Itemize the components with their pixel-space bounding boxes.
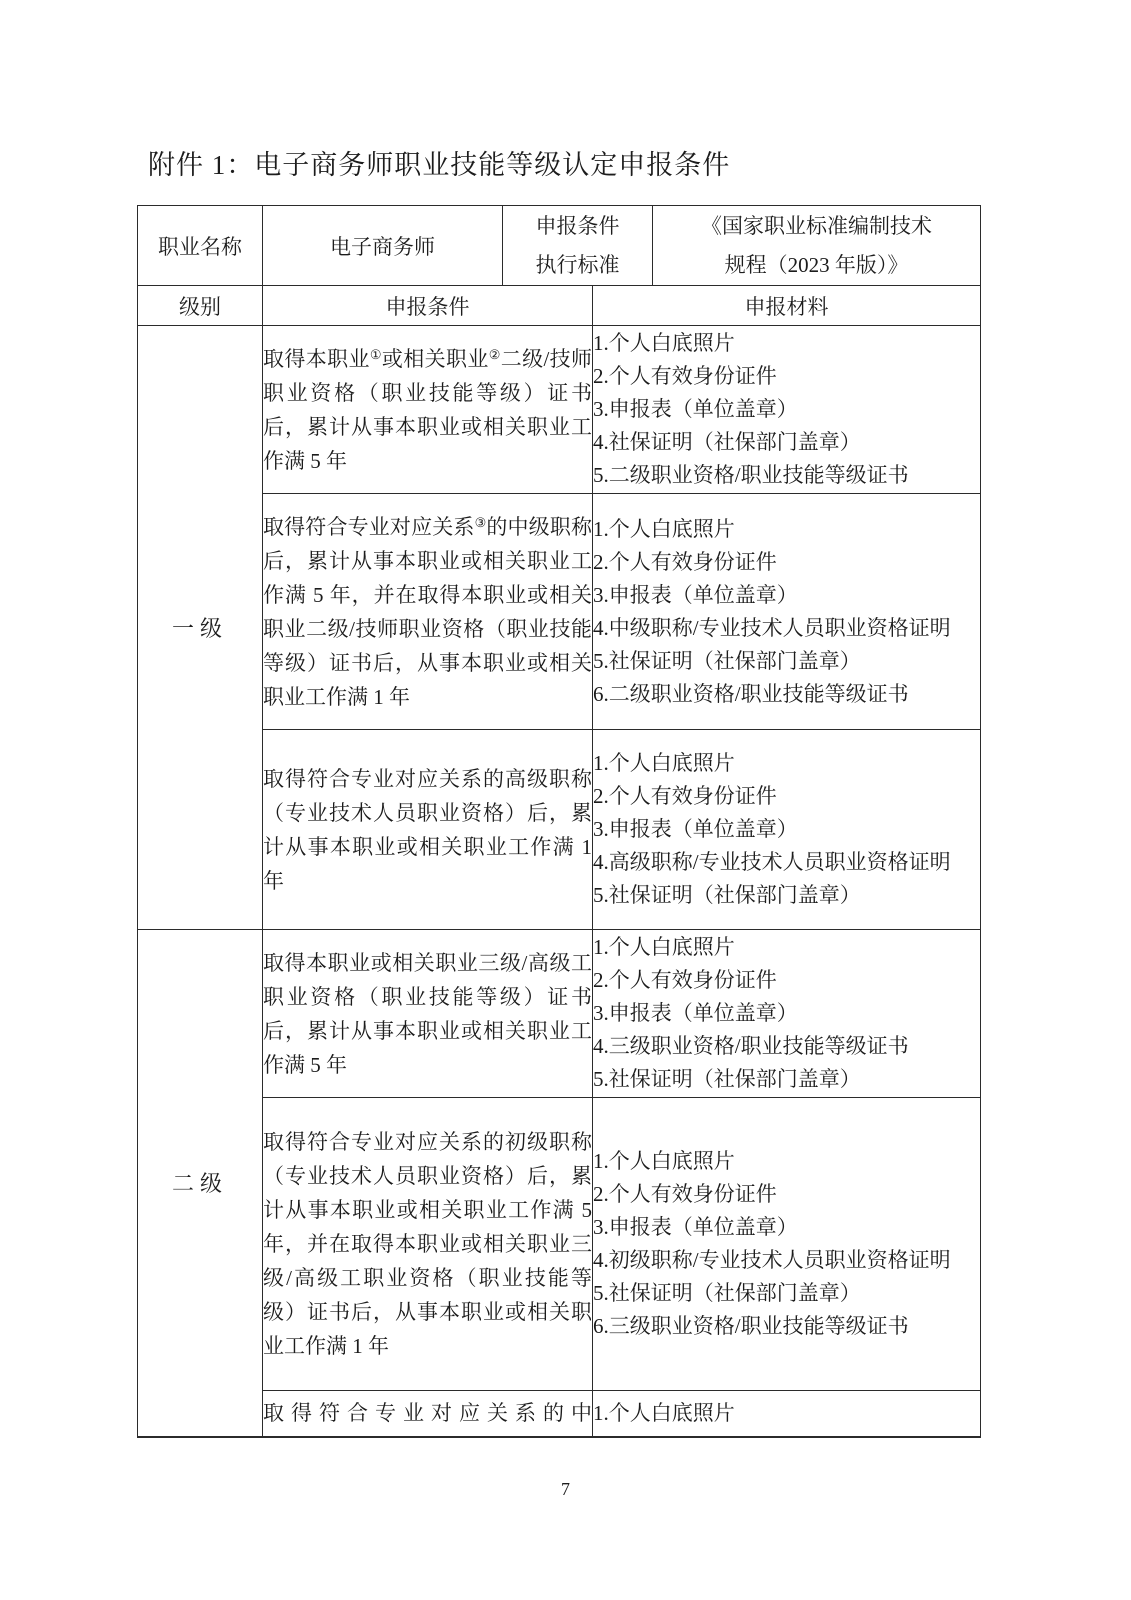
condition-text: 或相关职业 bbox=[381, 346, 489, 371]
material-item: 6.三级职业资格/职业技能等级证书 bbox=[593, 1314, 909, 1338]
material-item: 2.个人有效身份证件 bbox=[593, 968, 777, 992]
condition-cell: 取得本职业或相关职业三级/高级工职业资格（职业技能等级）证书后，累计从事本职业或相关职业工作满 5 年 bbox=[263, 930, 593, 1098]
material-item: 1.个人白底照片 bbox=[593, 1149, 735, 1173]
standard-value-line: 规程（2023 年版）》 bbox=[724, 252, 909, 277]
level-cell-level2: 二级 bbox=[138, 930, 263, 1437]
standard-label-line: 执行标准 bbox=[535, 252, 620, 277]
material-item: 5.二级职业资格/职业技能等级证书 bbox=[593, 463, 909, 487]
material-item: 6.二级职业资格/职业技能等级证书 bbox=[593, 681, 909, 706]
materials-cell bbox=[593, 730, 981, 930]
header-row-columns bbox=[138, 286, 981, 326]
material-item: 1.个人白底照片 bbox=[593, 331, 735, 355]
material-item: 4.社保证明（社保部门盖章） bbox=[593, 430, 861, 454]
material-item: 3.申报表（单位盖章） bbox=[593, 1001, 798, 1025]
page-number: 7 bbox=[561, 1479, 570, 1499]
material-item: 4.初级职称/专业技术人员职业资格证明 bbox=[593, 1248, 951, 1272]
material-item: 1.个人白底照片 bbox=[593, 1400, 735, 1425]
material-item: 5.社保证明（社保部门盖章） bbox=[593, 1281, 861, 1305]
material-item: 4.中级职称/专业技术人员职业资格证明 bbox=[593, 615, 951, 640]
material-item: 2.个人有效身份证件 bbox=[593, 1182, 777, 1206]
table-row-level2-1 bbox=[138, 930, 981, 1098]
material-item: 5.社保证明（社保部门盖章） bbox=[593, 648, 861, 673]
material-item: 3.申报表（单位盖章） bbox=[593, 1215, 798, 1239]
level-column-header: 级别 bbox=[138, 286, 263, 326]
materials-cell bbox=[593, 930, 981, 1098]
application-conditions-table bbox=[137, 205, 981, 1438]
standard-label-line: 申报条件 bbox=[535, 213, 620, 238]
material-item: 1.个人白底照片 bbox=[593, 935, 735, 959]
standard-value bbox=[653, 206, 981, 286]
condition-cell: 取得符合专业对应关系的初级职称（专业技术人员职业资格）后，累计从事本职业或相关职业工作满 5 年，并在取得本职业或相关职业三级/高级工职业资格（职业技能等级）证书后，从事本职业或相关职业工作满 1 年 bbox=[263, 1098, 593, 1391]
materials-cell bbox=[593, 326, 981, 494]
materials-cell bbox=[593, 494, 981, 730]
material-item: 3.申报表（单位盖章） bbox=[593, 817, 798, 841]
material-column-header: 申报材料 bbox=[593, 286, 981, 326]
condition-cell: 取得符合专业对应关系的高级职称（专业技术人员职业资格）后，累计从事本职业或相关职业工作满 1 年 bbox=[263, 730, 593, 930]
condition-cell bbox=[263, 494, 593, 730]
attachment-title: 附件 1：电子商务师职业技能等级认定申报条件 bbox=[148, 150, 731, 180]
material-item: 1.个人白底照片 bbox=[593, 516, 735, 541]
material-item: 4.三级职业资格/职业技能等级证书 bbox=[593, 1034, 909, 1058]
condition-text: 取得本职业 bbox=[263, 346, 370, 371]
materials-cell bbox=[593, 1391, 981, 1437]
level-cell-level1: 一级 bbox=[138, 326, 263, 930]
table-row-level2-2 bbox=[138, 1098, 981, 1391]
footnote-ref-2: ② bbox=[488, 346, 501, 362]
footnote-ref-1: ① bbox=[369, 346, 382, 362]
job-name-label: 职业名称 bbox=[138, 206, 263, 286]
material-item: 5.社保证明（社保部门盖章） bbox=[593, 1067, 861, 1091]
footnote-ref-3: ③ bbox=[474, 514, 487, 530]
table-row-level1-1 bbox=[138, 326, 981, 494]
material-item: 3.申报表（单位盖章） bbox=[593, 582, 798, 607]
header-row-occupation bbox=[138, 206, 981, 286]
material-item: 3.申报表（单位盖章） bbox=[593, 397, 798, 421]
table-row-level2-3 bbox=[138, 1391, 981, 1437]
job-name-value: 电子商务师 bbox=[263, 206, 503, 286]
material-item: 2.个人有效身份证件 bbox=[593, 549, 777, 574]
material-item: 5.社保证明（社保部门盖章） bbox=[593, 883, 861, 907]
condition-text: 取得符合专业对应关系 bbox=[263, 514, 475, 539]
condition-cell: 取得符合专业对应关系的中 bbox=[263, 1391, 593, 1437]
condition-cell bbox=[263, 326, 593, 494]
table-row-level1-2 bbox=[138, 494, 981, 730]
material-item: 2.个人有效身份证件 bbox=[593, 364, 777, 388]
material-item: 1.个人白底照片 bbox=[593, 751, 735, 775]
condition-text: 二级/技师职业资格（职业技能等级）证书后，累计从事本职业或相关职业工作满 5 年 bbox=[263, 346, 593, 473]
condition-text: 的中级职称后，累计从事本职业或相关职业工作满 5 年，并在取得本职业或相关职业二级/技师职业资格（职业技能等级）证书后，从事本职业或相关职业工作满 1 年 bbox=[263, 514, 592, 709]
materials-cell bbox=[593, 1098, 981, 1391]
condition-column-header: 申报条件 bbox=[263, 286, 593, 326]
table-row-level1-3 bbox=[138, 730, 981, 930]
material-item: 4.高级职称/专业技术人员职业资格证明 bbox=[593, 850, 951, 874]
standard-value-line: 《国家职业标准编制技术 bbox=[701, 213, 932, 238]
standard-label bbox=[503, 206, 653, 286]
material-item: 2.个人有效身份证件 bbox=[593, 784, 777, 808]
